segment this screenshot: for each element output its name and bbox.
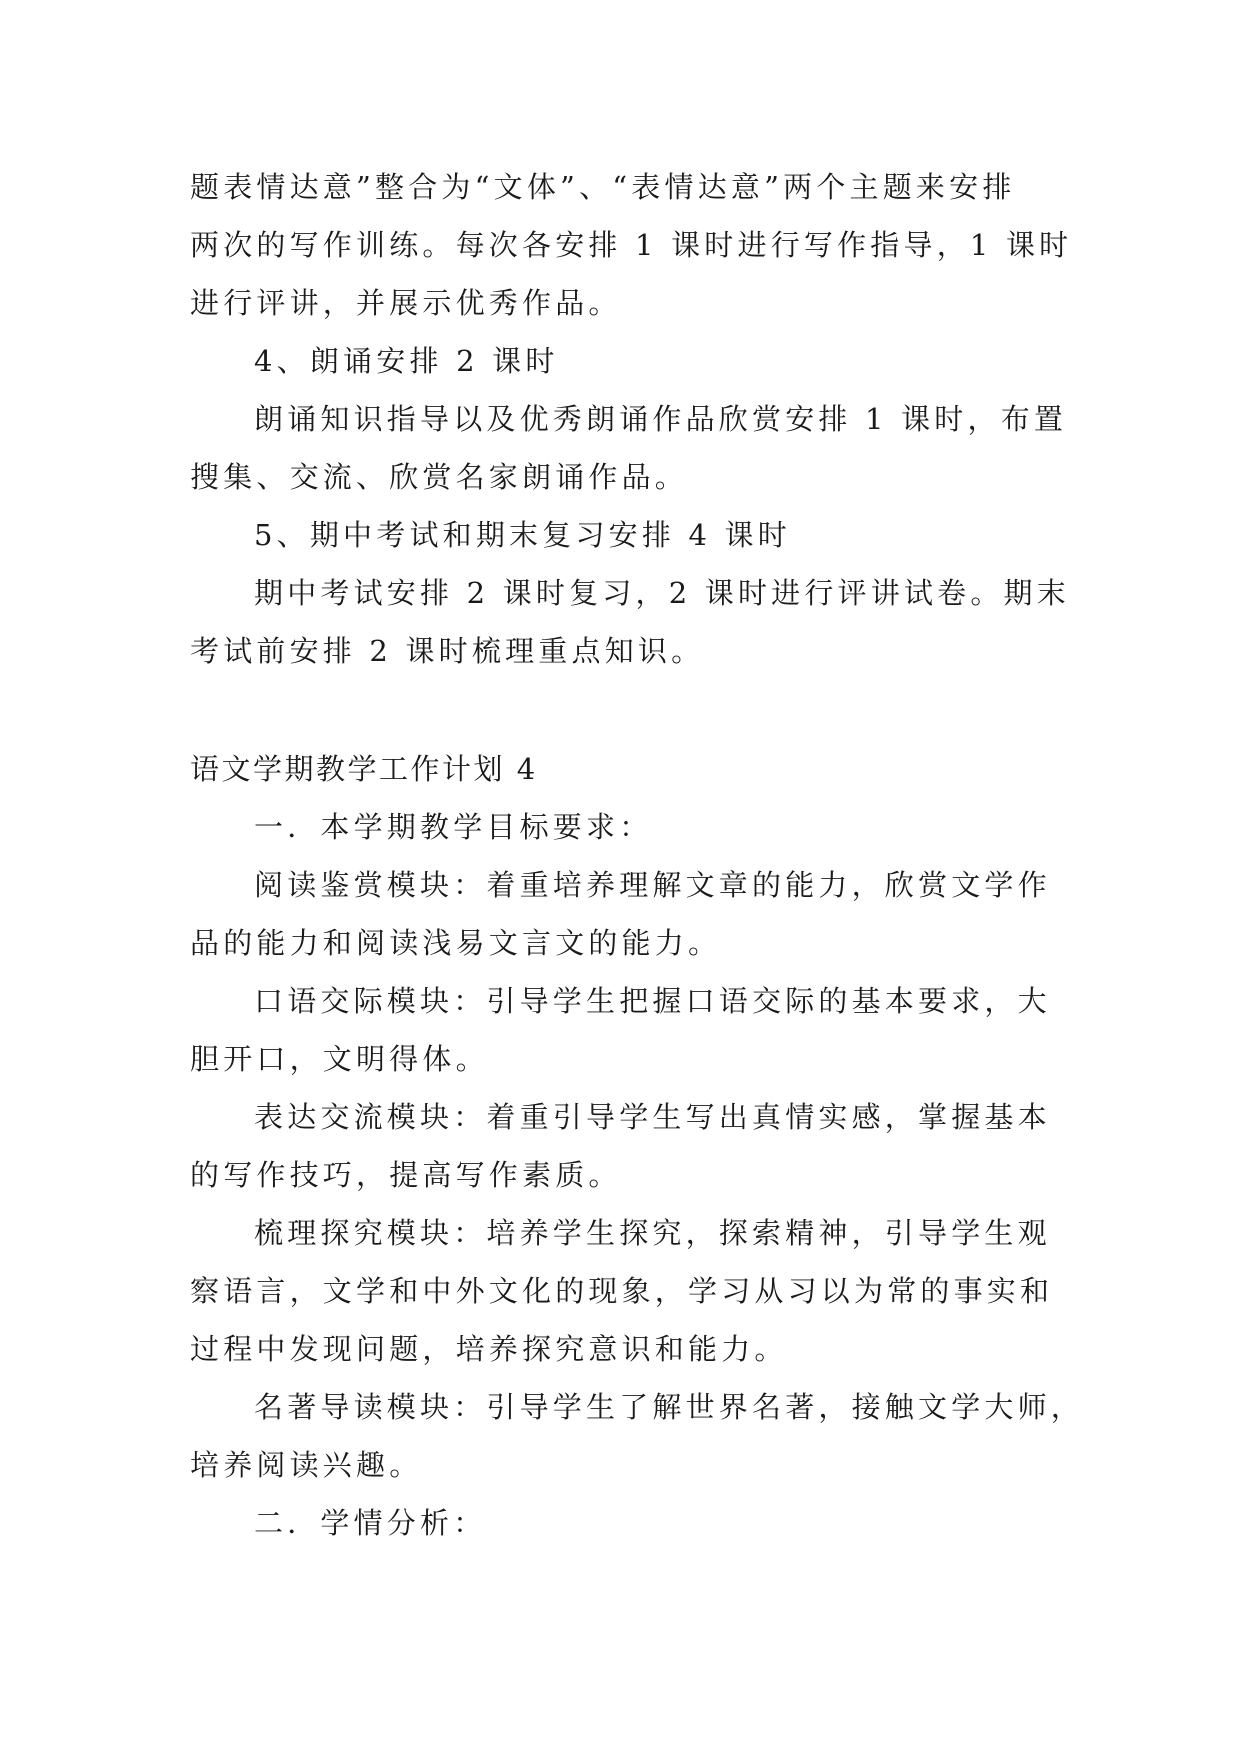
section-heading: 二．学情分析：	[254, 1506, 487, 1540]
paragraph-line: 名著导读模块：引导学生了解世界名著，接触文学大师，	[254, 1390, 1085, 1424]
paragraph-line: 察语言，文学和中外文化的现象，学习从习以为常的事实和	[190, 1274, 1054, 1308]
paragraph-line: 培养阅读兴趣。	[190, 1448, 423, 1482]
paragraph-line: 考试前安排 2 课时梳理重点知识。	[190, 634, 705, 668]
paragraph-line: 的写作技巧，提高写作素质。	[190, 1158, 622, 1192]
paragraph-line: 两次的写作训练。每次各安排 1 课时进行写作指导，1 课时	[190, 228, 1073, 262]
section-title: 语文学期教学工作计划 4	[190, 752, 538, 786]
paragraph-line: 阅读鉴赏模块：着重培养理解文章的能力，欣赏文学作	[254, 868, 1051, 902]
paragraph-line: 梳理探究模块：培养学生探究，探索精神，引导学生观	[254, 1216, 1051, 1250]
section-item: 5、期中考试和期末复习安排 4 课时	[254, 518, 791, 552]
paragraph-line: 胆开口，文明得体。	[190, 1042, 489, 1076]
paragraph-line: 期中考试安排 2 课时复习，2 课时进行评讲试卷。期末	[254, 576, 1070, 610]
paragraph-line: 进行评讲，并展示优秀作品。	[190, 286, 622, 320]
paragraph-line: 题表情达意”整合为“文体”、“表情达意”两个主题来安排	[190, 170, 1016, 204]
paragraph-line: 品的能力和阅读浅易文言文的能力。	[190, 926, 722, 960]
paragraph-line: 搜集、交流、欣赏名家朗诵作品。	[190, 460, 689, 494]
section-item: 4、朗诵安排 2 课时	[254, 344, 559, 378]
paragraph-line: 过程中发现问题，培养探究意识和能力。	[190, 1332, 788, 1366]
paragraph-line: 表达交流模块：着重引导学生写出真情实感，掌握基本	[254, 1100, 1051, 1134]
paragraph-line: 朗诵知识指导以及优秀朗诵作品欣赏安排 1 课时，布置	[254, 402, 1068, 436]
section-heading: 一．本学期教学目标要求：	[254, 810, 653, 844]
paragraph-line: 口语交际模块：引导学生把握口语交际的基本要求，大	[254, 984, 1051, 1018]
